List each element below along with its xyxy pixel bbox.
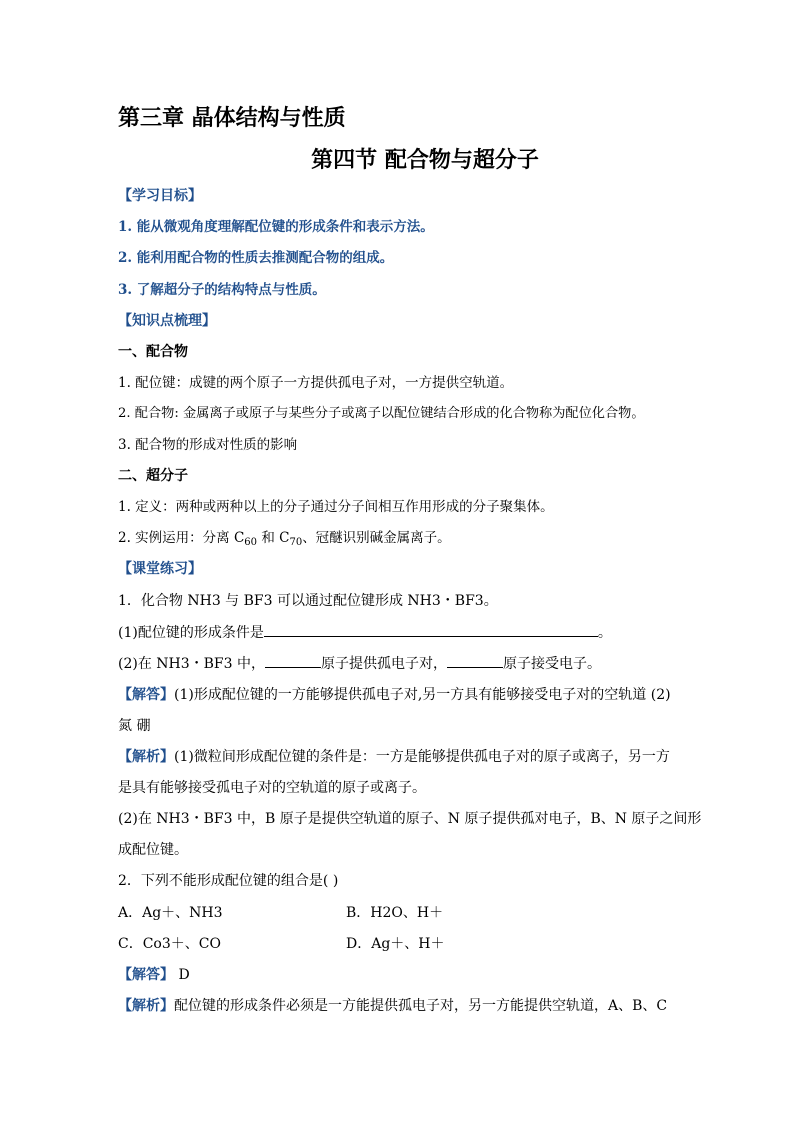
analysis-1-line-3: (2)在 NH3・BF3 中，B 原子是提供空轨道的原子、N 原子提供孤对电子，B、N 原子之间形 [118, 811, 702, 827]
part2-title: 二、超分子 [118, 468, 188, 484]
goal-item-3: 3. 了解超分子的结构特点与性质。 [118, 282, 326, 298]
answer-blank-2[interactable] [265, 653, 321, 668]
option-d[interactable]: D．Ag＋、H＋ [346, 936, 445, 952]
option-a[interactable]: A．Ag＋、NH3 [118, 905, 223, 921]
answer-1-line-2: 氮 硼 [118, 718, 151, 734]
part2-item-1: 1. 定义：两种或两种以上的分子通过分子间相互作用形成的分子聚集体。 [118, 499, 554, 515]
answer-blank-3[interactable] [447, 653, 503, 668]
knowledge-header: 【知识点梳理】 [118, 313, 216, 329]
question-2-options-row-1 [118, 903, 678, 923]
knowledge-item-2: 2. 配合物: 金属离子或原子与某些分子或离子以配位键结合形成的化合物称为配位化合物。 [118, 406, 645, 421]
analysis-2: 【解析】配位键的形成条件必须是一方能提供孤电子对，另一方能提供空轨道，A、B、C [118, 998, 668, 1014]
option-b[interactable]: B．H2O、H＋ [346, 905, 444, 921]
knowledge-item-3: 3. 配合物的形成对性质的影响 [118, 437, 298, 453]
question-2: 2．下列不能形成配位键的组合是( ) [118, 873, 339, 889]
part2-item-2: 2. 实例运用：分离 $C_{60}$ 和 $C_{70}$、冠醚识别碱金属离子。 [118, 530, 451, 548]
goals-header: 【学习目标】 [118, 188, 202, 204]
section-title: 第四节 配合物与超分子 [311, 147, 539, 173]
analysis-1-line-1: 【解析】(1)微粒间形成配位键的条件是：一方是能够提供孤电子对的原子或离子，另一方 [118, 749, 670, 765]
question-1: 1．化合物 NH3 与 BF3 可以通过配位键形成 NH3・BF3。 [118, 593, 498, 609]
question-1-part-2: (2)在 NH3・BF3 中， 原子提供孤电子对， 原子接受电子。 [118, 653, 601, 674]
knowledge-item-1: 1. 配位键：成键的两个原子一方提供孤电子对，一方提供空轨道。 [118, 375, 514, 391]
analysis-1-line-4: 成配位键。 [118, 842, 188, 858]
part1-title: 一、配合物 [118, 344, 188, 360]
answer-blank-1[interactable] [264, 622, 598, 637]
goal-item-1: 1. 能从微观角度理解配位键的形成条件和表示方法。 [118, 219, 434, 235]
question-1-part-1: (1)配位键的形成条件是 。 [118, 622, 612, 643]
answer-2: 【解答】 D [118, 967, 190, 983]
question-2-options-row-2 [118, 934, 678, 954]
goal-item-2: 2. 能利用配合物的性质去推测配合物的组成。 [118, 250, 394, 266]
option-c[interactable]: C．Co3＋、CO [118, 936, 221, 952]
chapter-title: 第三章 晶体结构与性质 [118, 105, 346, 131]
practice-header: 【课堂练习】 [118, 561, 202, 577]
analysis-1-line-2: 是具有能够接受孤电子对的空轨道的原子或离子。 [118, 780, 426, 796]
answer-1-line-1: 【解答】(1)形成配位键的一方能够提供孤电子对,另一方具有能够接受电子对的空轨道 (2) [118, 687, 671, 703]
